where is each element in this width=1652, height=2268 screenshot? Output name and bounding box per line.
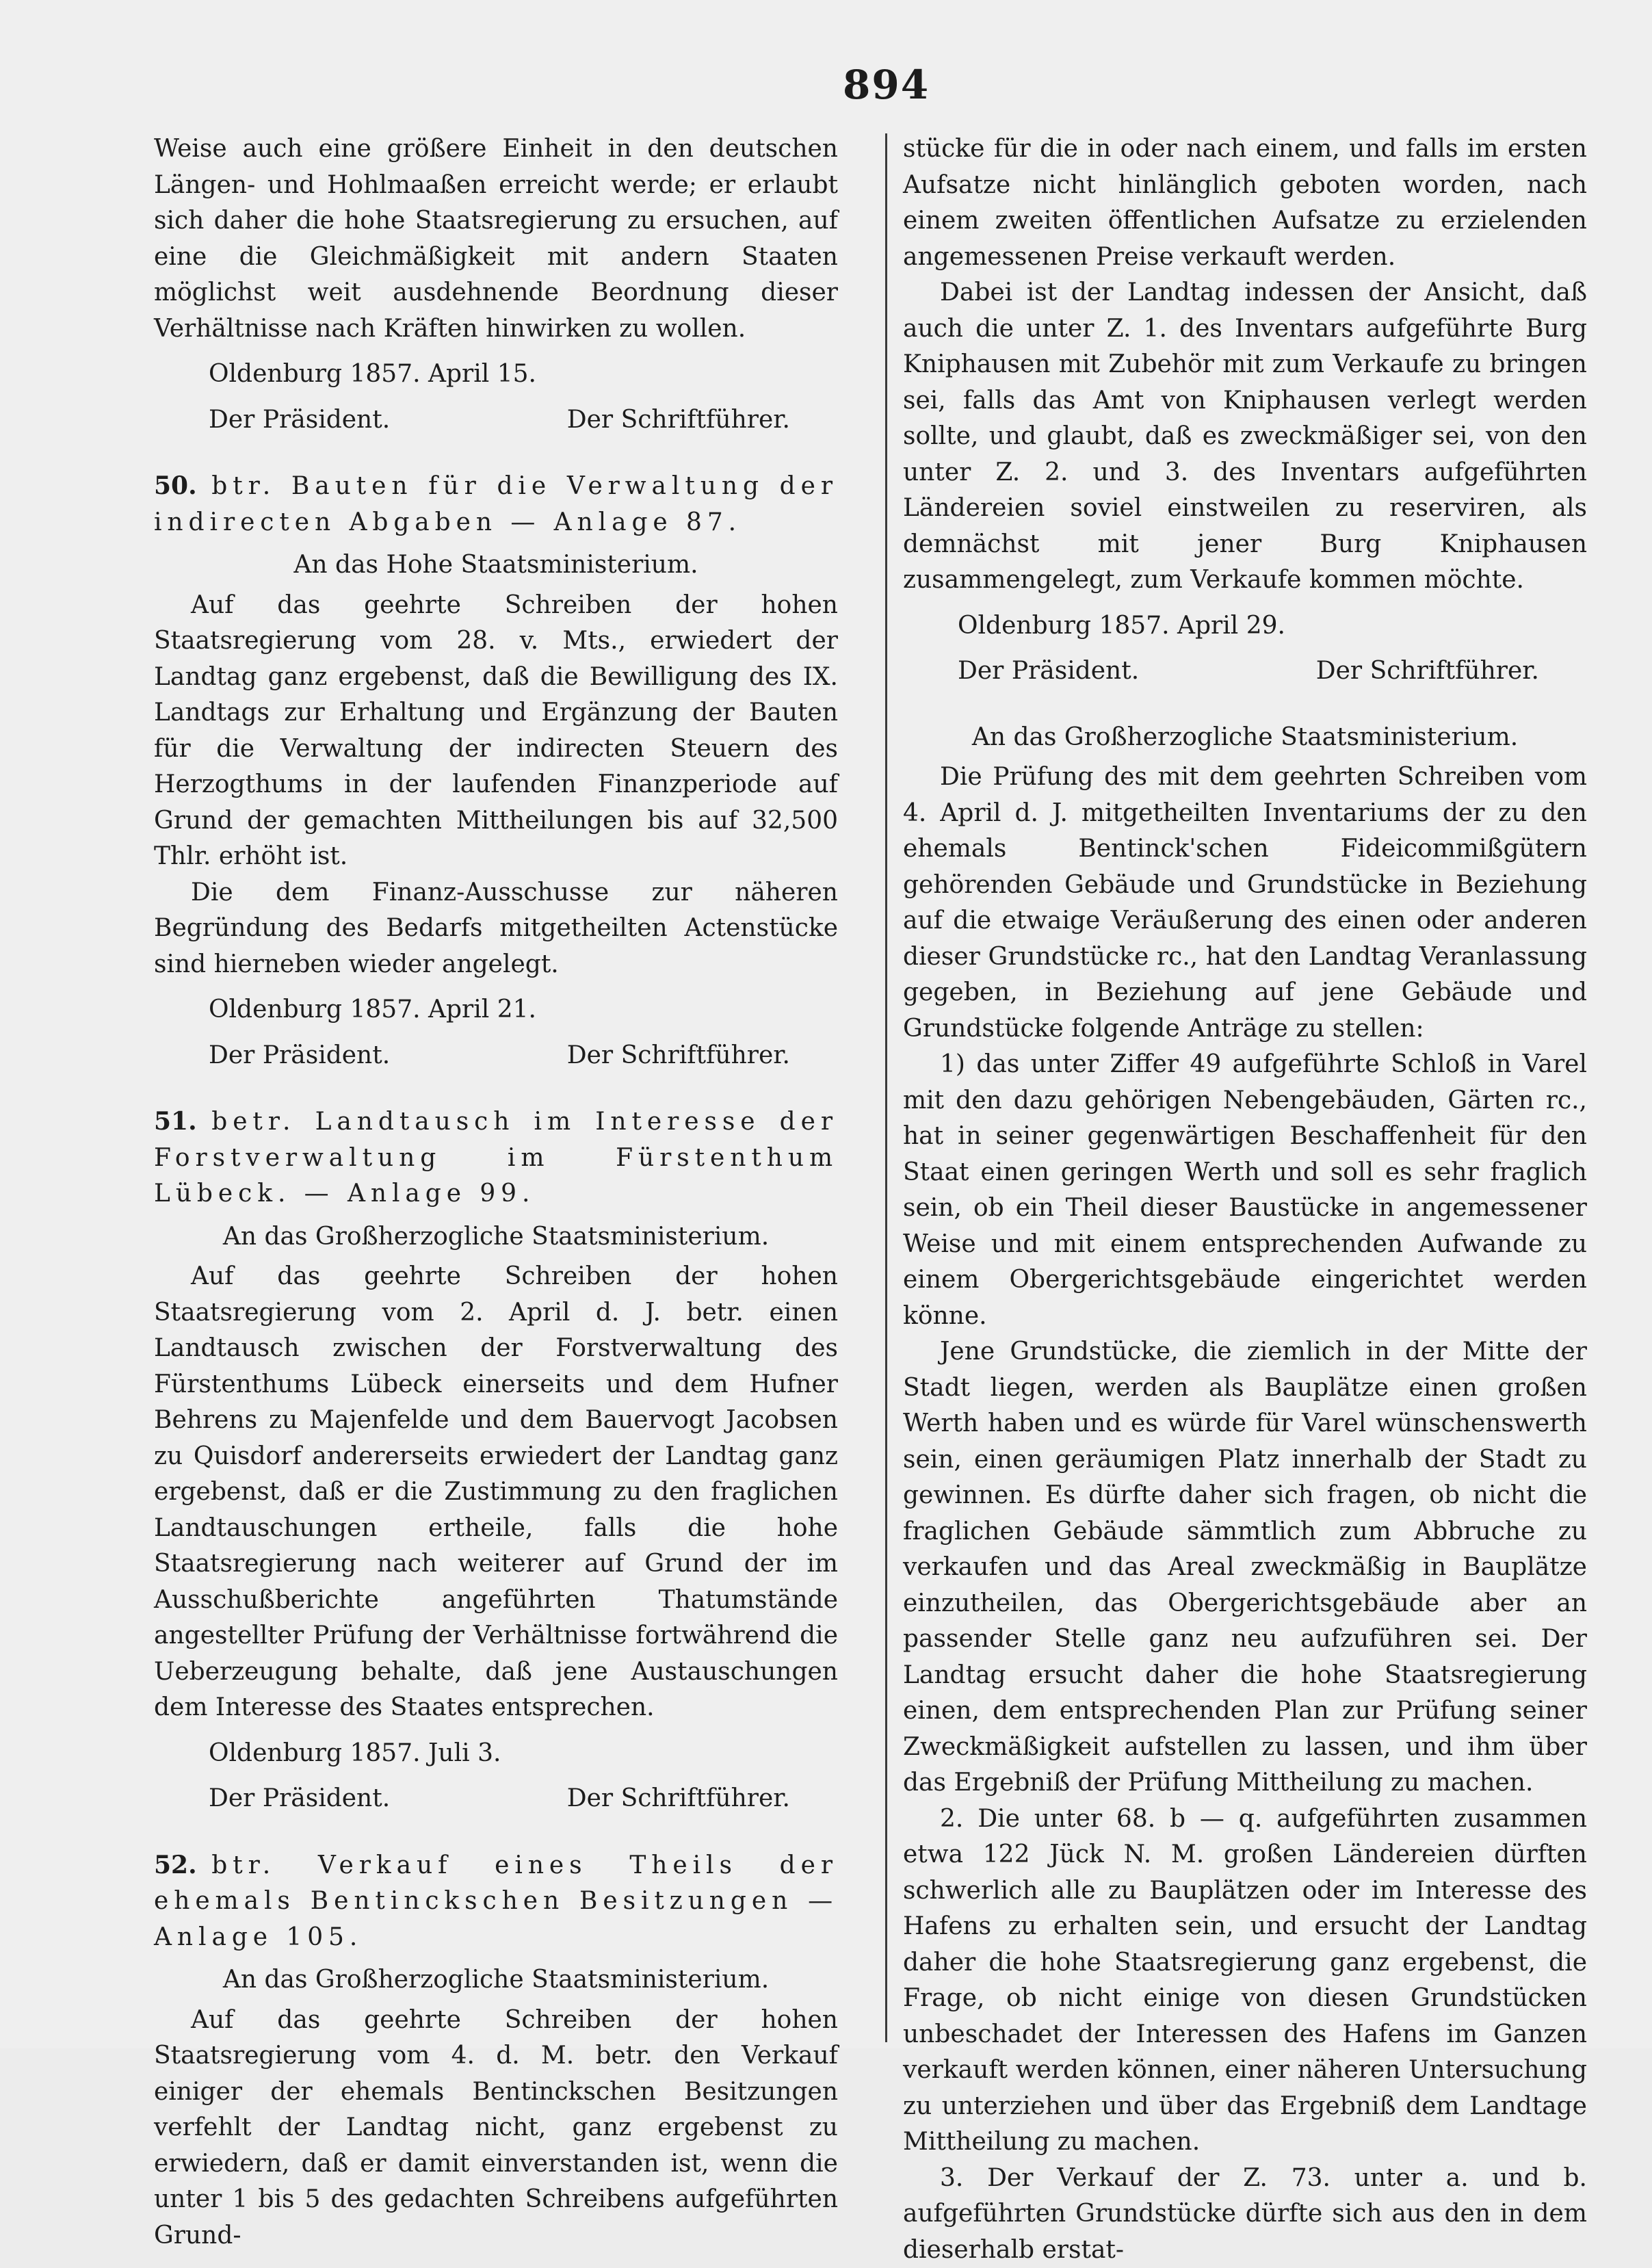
section-heading-50 (154, 468, 838, 540)
president-signature: Der Präsident. (209, 1038, 390, 1074)
section-number: 51. (154, 1107, 197, 1136)
column-divider (885, 133, 887, 2042)
paragraph: Dabei ist der Landtag indessen der Ansicht, daß auch die unter Z. 1. des Inventars aufgeführte Burg Kniphausen mit Zubehör mit zum Verkaufe zu bringen sei, falls das Amt von Kniphausen verlegt werden sollte, und glaubt, daß es zweckmäßiger sei, von den unter Z. 2. und 3. des Inventars aufgeführten Ländereien soviel einstweilen zu reserviren, als demnächst mit jener Burg Kniphausen zusammengelegt, zum Verkaufe kommen möchte. (903, 275, 1587, 599)
section-title: betr. Landtausch im Interesse der Forstverwaltung im Fürstenthum Lübeck. — Anlage 99. (154, 1108, 838, 1208)
list-item: 2. Die unter 68. b — q. aufgeführten zusammen etwa 122 Jück N. M. großen Ländereien dürften schwerlich alle zu Bauplätzen oder im Interesse des Hafens zu erhalten sein, und ersucht der Landtag daher die hohe Staatsregierung ganz ergebenst, die Frage, ob nicht einige von diesen Grundstücken unbeschadet der Interessen des Hafens im Ganzen verkauft werden können, einer näheren Untersuchung zu unterziehen und über das Ergebniß dem Landtage Mittheilung zu machen. (903, 1801, 1587, 2161)
paragraph: Die dem Finanz-Ausschusse zur näheren Begründung des Bedarfs mitgetheilten Actenstücke sind hierneben wieder angelegt. (154, 875, 838, 983)
list-item: 1) das unter Ziffer 49 aufgeführte Schloß in Varel mit den dazu gehörigen Nebengebäuden, Gärten rc., hat in seiner gegenwärtigen Beschaffenheit für den Staat einen geringen Werth und soll es sehr fraglich sein, ob ein Theil dieser Baustücke in angemessener Weise und mit einem entsprechenden Aufwande zu einem Obergerichtsgebäude eingerichtet werden könne. (903, 1047, 1587, 1334)
address-line: An das Großherzogliche Staatsministerium. (154, 1962, 838, 1998)
dateline: Oldenburg 1857. April 21. (154, 992, 838, 1028)
address-line: An das Hohe Staatsministerium. (154, 547, 838, 584)
section-title: btr. Verkauf eines Theils der ehemals Bentinckschen Besitzungen — Anlage 105. (154, 1851, 838, 1951)
section-heading-51 (154, 1104, 838, 1212)
dateline: Oldenburg 1857. April 29. (903, 608, 1587, 644)
dateline: Oldenburg 1857. April 15. (154, 356, 838, 393)
signature-line (903, 653, 1587, 690)
secretary-signature: Der Schriftführer. (567, 1781, 790, 1817)
address-line: An das Großherzogliche Staatsministerium. (154, 1219, 838, 1255)
secretary-signature: Der Schriftführer. (567, 1038, 790, 1074)
paragraph: Weise auch eine größere Einheit in den deutschen Längen- und Hohlmaaßen erreicht werde; er erlaubt sich daher die hohe Staatsregierung zu ersuchen, auf eine die Gleichmäßigkeit mit andern Staaten möglichst weit ausdehnende Beordnung dieser Verhältnisse nach Kräften hinwirken zu wollen. (154, 131, 838, 347)
paragraph: stücke für die in oder nach einem, und falls im ersten Aufsatze nicht hinlänglich geboten worden, nach einem zweiten öffentlichen Aufsatze zu erzielenden angemessenen Preise verkauft werden. (903, 131, 1587, 275)
address-line: An das Großherzogliche Staatsministerium. (903, 720, 1587, 756)
list-item: 3. Der Verkauf der Z. 73. unter a. und b. aufgeführten Grundstücke dürfte sich aus den in dem dieserhalb erstat- (903, 2161, 1587, 2268)
section-number: 52. (154, 1851, 197, 1879)
paragraph: Jene Grundstücke, die ziemlich in der Mitte der Stadt liegen, werden als Bauplätze einen großen Werth haben und es würde für Varel wünschenswerth sein, einen geräumigen Platz innerhalb der Stadt zu gewinnen. Es dürfte daher sich fragen, ob nicht die fraglichen Gebäude sämmtlich zum Abbruche zu verkaufen und das Areal zweckmäßig in Bauplätze einzutheilen, das Obergerichtsgebäude aber an passender Stelle ganz neu aufzuführen sei. Der Landtag ersucht daher die hohe Staatsregierung einen, dem entsprechenden Plan zur Prüfung seiner Zweckmäßigkeit aufstellen zu lassen, und ihm über das Ergebniß der Prüfung Mittheilung zu machen. (903, 1334, 1587, 1801)
page-number: 894 (843, 62, 930, 108)
president-signature: Der Präsident. (209, 402, 390, 439)
section-number: 50. (154, 471, 197, 500)
signature-line (154, 402, 838, 439)
paragraph: Die Prüfung des mit dem geehrten Schreiben vom 4. April d. J. mitgetheilten Inventariums der zu den ehemals Bentinck'schen Fideicommißgütern gehörenden Gebäude und Grundstücke in Beziehung auf die etwaige Veräußerung des einen oder anderen dieser Grundstücke rc., hat den Landtag Veranlassung gegeben, in Beziehung auf jene Gebäude und Grundstücke folgende Anträge zu stellen: (903, 759, 1587, 1047)
section-heading-52 (154, 1847, 838, 1956)
left-column (154, 131, 838, 2254)
signature-line (154, 1781, 838, 1817)
signature-line (154, 1038, 838, 1074)
president-signature: Der Präsident. (958, 653, 1139, 690)
paragraph: Auf das geehrte Schreiben der hohen Staatsregierung vom 4. d. M. betr. den Verkauf einiger der ehemals Bentinckschen Besitzungen verfehlt der Landtag nicht, ganz ergebenst zu erwiedern, daß er damit einverstanden ist, wenn die unter 1 bis 5 des gedachten Schreibens aufgeführten Grund- (154, 2003, 838, 2254)
section-title: btr. Bauten für die Verwaltung der indirecten Abgaben — Anlage 87. (154, 472, 838, 536)
secretary-signature: Der Schriftführer. (1316, 653, 1539, 690)
secretary-signature: Der Schriftführer. (567, 402, 790, 439)
president-signature: Der Präsident. (209, 1781, 390, 1817)
right-column (903, 131, 1587, 2268)
paragraph: Auf das geehrte Schreiben der hohen Staatsregierung vom 28. v. Mts., erwiedert der Landtag ganz ergebenst, daß die Bewilligung des IX. Landtags zur Erhaltung und Ergänzung der Bauten für die Verwaltung der indirecten Steuern des Herzogthums in der laufenden Finanzperiode auf Grund der gemachten Mittheilungen bis auf 32,500 Thlr. erhöht ist. (154, 588, 838, 875)
paragraph: Auf das geehrte Schreiben der hohen Staatsregierung vom 2. April d. J. betr. einen Landtausch zwischen der Forstverwaltung des Fürstenthums Lübeck einerseits und dem Hufner Behrens zu Majenfelde und dem Bauervogt Jacobsen zu Quisdorf andererseits erwiedert der Landtag ganz ergebenst, daß er die Zustimmung zu den fraglichen Landtauschungen ertheile, falls die hohe Staatsregierung nach weiterer auf Grund der im Ausschußberichte angeführten Thatumstände angestellter Prüfung der Verhältnisse fortwährend die Ueberzeugung behalte, daß jene Austauschungen dem Interesse des Staates entsprechen. (154, 1259, 838, 1726)
dateline: Oldenburg 1857. Juli 3. (154, 1736, 838, 1772)
